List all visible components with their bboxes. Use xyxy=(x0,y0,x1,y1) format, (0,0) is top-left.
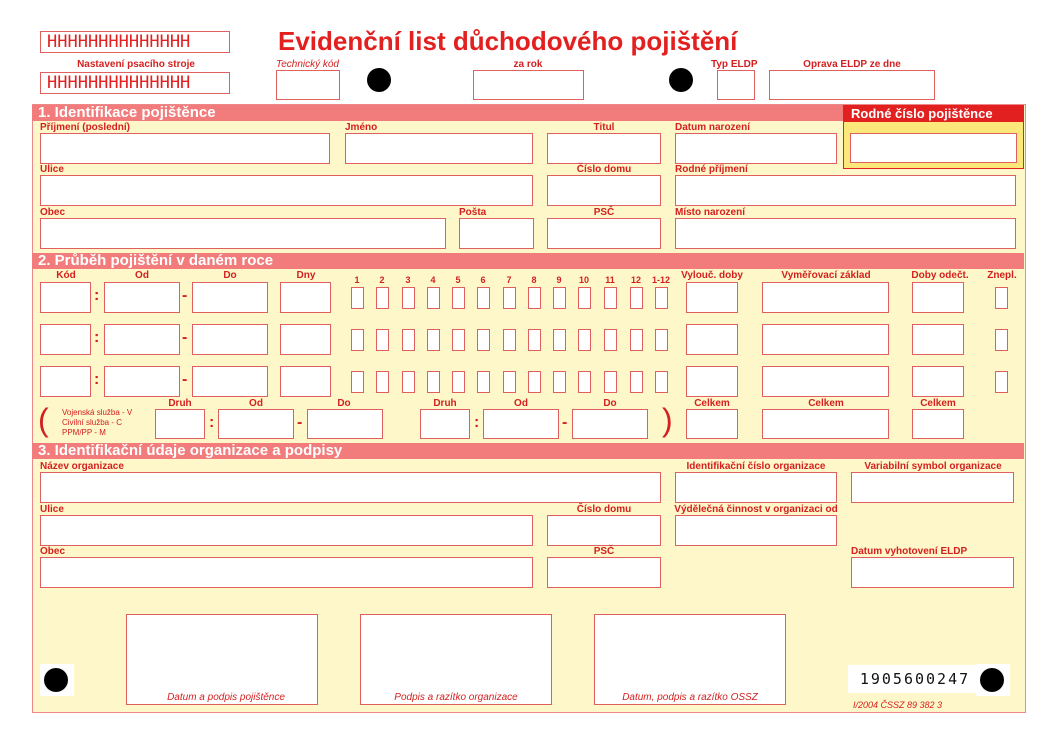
row-1-month-7-checkbox[interactable] xyxy=(503,287,516,309)
birth-date-field[interactable] xyxy=(675,133,837,164)
date-eldp-field[interactable] xyxy=(851,557,1014,588)
row-1-month-2-checkbox[interactable] xyxy=(376,287,389,309)
birth-surname-field[interactable] xyxy=(675,175,1016,206)
base-label: Vyměřovací základ xyxy=(781,270,871,281)
surname-field[interactable] xyxy=(40,133,330,164)
row-3-deducted-field[interactable] xyxy=(912,366,964,397)
row-3-month-3-checkbox[interactable] xyxy=(402,371,415,393)
org-street-label: Ulice xyxy=(40,504,64,515)
row-2-month-2-checkbox[interactable] xyxy=(376,329,389,351)
birth-place-label: Místo narození xyxy=(675,207,746,218)
zip-label: PSČ xyxy=(593,207,615,218)
colon-sep: : xyxy=(94,287,100,304)
month-label-10: 10 xyxy=(578,275,590,285)
org-city-field[interactable] xyxy=(40,557,533,588)
paren-left: ( xyxy=(38,402,49,438)
var-symbol-label: Variabilní symbol organizace xyxy=(864,461,1002,472)
month-label-2: 2 xyxy=(379,275,385,285)
street-field[interactable] xyxy=(40,175,533,206)
total-label: Celkem xyxy=(694,398,730,409)
org-name-field[interactable] xyxy=(40,472,661,503)
typewriter-strip-top: HHHHHHHHHHHHHH xyxy=(40,31,230,53)
technical-code-field[interactable] xyxy=(276,70,340,100)
org-house-no-label: Číslo domu xyxy=(576,504,632,515)
military-from-field[interactable] xyxy=(218,409,294,439)
row-3-month-6-checkbox[interactable] xyxy=(477,371,490,393)
year-field[interactable] xyxy=(473,70,584,100)
form-code: I/2004 ČSSZ 89 382 3 xyxy=(853,700,943,710)
registration-dot-icon xyxy=(669,68,693,92)
row-1-to-field[interactable] xyxy=(192,282,268,313)
days-label: Dny xyxy=(296,270,316,281)
from-label: Od xyxy=(249,398,263,409)
typewriter-strip-bottom: HHHHHHHHHHHHHH xyxy=(40,72,230,94)
to-label: Do xyxy=(337,398,351,409)
military-to-field[interactable] xyxy=(307,409,383,439)
month-label-5: 5 xyxy=(455,275,461,285)
month-label-1: 1 xyxy=(354,275,360,285)
month-label-4: 4 xyxy=(430,275,436,285)
dash-sep: - xyxy=(297,414,303,431)
kind-label: Druh xyxy=(168,398,192,409)
signature-ossz-label: Datum, podpis a razítko OSSZ xyxy=(622,692,758,703)
row-3-month-4-checkbox[interactable] xyxy=(427,371,440,393)
section1-header: 1. Identifikace pojištěnce xyxy=(32,105,1024,121)
zip-field[interactable] xyxy=(547,218,661,249)
total-label: Celkem xyxy=(920,398,956,409)
dash-sep: - xyxy=(182,329,188,346)
year-label: za rok xyxy=(513,59,543,70)
org-zip-field[interactable] xyxy=(547,557,661,588)
row-2-excluded-field[interactable] xyxy=(686,324,738,355)
month-label-3: 3 xyxy=(405,275,411,285)
military-to-field-2[interactable] xyxy=(572,409,648,439)
org-street-field[interactable] xyxy=(40,515,533,546)
kind-label: Druh xyxy=(433,398,457,409)
dash-sep: - xyxy=(182,287,188,304)
month-label-6: 6 xyxy=(480,275,486,285)
military-kind-field[interactable] xyxy=(155,409,205,439)
org-city-label: Obec xyxy=(40,546,66,557)
row-3-from-field[interactable] xyxy=(104,366,180,397)
colon-sep: : xyxy=(209,414,215,431)
row-3-month-10-checkbox[interactable] xyxy=(578,371,591,393)
row-2-month-12-checkbox[interactable] xyxy=(630,329,643,351)
row-2-deducted-field[interactable] xyxy=(912,324,964,355)
row-1-month-10-checkbox[interactable] xyxy=(578,287,591,309)
org-house-no-field[interactable] xyxy=(547,515,661,546)
section3-header: 3. Identifikační údaje organizace a podpisy xyxy=(32,443,1024,459)
row-2-month-13-checkbox[interactable] xyxy=(655,329,668,351)
from-label: Od xyxy=(514,398,528,409)
month-label-7: 7 xyxy=(506,275,512,285)
row-3-to-field[interactable] xyxy=(192,366,268,397)
dash-sep: - xyxy=(182,371,188,388)
post-field[interactable] xyxy=(459,218,534,249)
registration-dot-icon xyxy=(980,668,1004,692)
org-zip-label: PSČ xyxy=(593,546,615,557)
signature-org-label: Podpis a razítko organizace xyxy=(394,692,518,703)
barcode-number: 1905600247 xyxy=(848,665,982,693)
paren-right: ) xyxy=(662,402,673,438)
row-1-month-9-checkbox[interactable] xyxy=(553,287,566,309)
row-1-excluded-field[interactable] xyxy=(686,282,738,313)
month-label-13: 1-12 xyxy=(651,275,671,285)
birth-date-label: Datum narození xyxy=(675,122,751,133)
row-3-month-11-checkbox[interactable] xyxy=(604,371,617,393)
row-1-days-field[interactable] xyxy=(280,282,331,313)
row-2-month-5-checkbox[interactable] xyxy=(452,329,465,351)
row-2-month-8-checkbox[interactable] xyxy=(528,329,541,351)
birth-surname-label: Rodné příjmení xyxy=(675,164,748,175)
form-title: Evidenční list důchodového pojištění xyxy=(278,26,738,56)
row-3-month-7-checkbox[interactable] xyxy=(503,371,516,393)
surname-label: Příjmení (poslední) xyxy=(40,122,131,133)
row-1-month-3-checkbox[interactable] xyxy=(402,287,415,309)
row-2-days-field[interactable] xyxy=(280,324,331,355)
row-3-disabled-checkbox[interactable] xyxy=(995,371,1008,393)
row-3-month-1-checkbox[interactable] xyxy=(351,371,364,393)
row-1-month-13-checkbox[interactable] xyxy=(655,287,668,309)
military-line-2: Civilní služba - C xyxy=(62,418,123,427)
row-1-from-field[interactable] xyxy=(104,282,180,313)
from-label: Od xyxy=(135,270,149,281)
degree-label: Titul xyxy=(593,122,615,133)
dash-sep: - xyxy=(562,414,568,431)
to-label: Do xyxy=(223,270,237,281)
total-label: Celkem xyxy=(808,398,844,409)
row-3-month-2-checkbox[interactable] xyxy=(376,371,389,393)
row-1-disabled-checkbox[interactable] xyxy=(995,287,1008,309)
row-1-month-4-checkbox[interactable] xyxy=(427,287,440,309)
row-3-month-12-checkbox[interactable] xyxy=(630,371,643,393)
military-line-3: PPM/PP - M xyxy=(62,428,106,437)
row-2-month-10-checkbox[interactable] xyxy=(578,329,591,351)
row-1-month-8-checkbox[interactable] xyxy=(528,287,541,309)
excluded-label: Vylouč. doby xyxy=(681,270,743,281)
month-label-11: 11 xyxy=(605,275,615,285)
row-1-base-field[interactable] xyxy=(762,282,889,313)
row-3-days-field[interactable] xyxy=(280,366,331,397)
month-label-9: 9 xyxy=(556,275,562,285)
post-label: Pošta xyxy=(459,207,487,218)
row-2-code-field[interactable] xyxy=(40,324,91,355)
registration-dot-icon xyxy=(367,68,391,92)
row-2-disabled-checkbox[interactable] xyxy=(995,329,1008,351)
military-kind-field-2[interactable] xyxy=(420,409,470,439)
row-3-month-13-checkbox[interactable] xyxy=(655,371,668,393)
row-1-month-11-checkbox[interactable] xyxy=(604,287,617,309)
row-3-month-8-checkbox[interactable] xyxy=(528,371,541,393)
signature-insured-label: Datum a podpis pojištěnce xyxy=(167,692,285,703)
row-1-code-field[interactable] xyxy=(40,282,91,313)
disabled-label: Znepl. xyxy=(987,270,1017,281)
technical-code-label: Technický kód xyxy=(276,59,339,70)
typewriter-label: Nastavení psacího stroje xyxy=(77,59,195,70)
degree-field[interactable] xyxy=(547,133,661,164)
row-3-month-5-checkbox[interactable] xyxy=(452,371,465,393)
row-2-from-field[interactable] xyxy=(104,324,180,355)
name-field[interactable] xyxy=(345,133,533,164)
activity-field[interactable] xyxy=(675,515,837,546)
type-eldp-label: Typ ELDP xyxy=(711,59,758,70)
colon-sep: : xyxy=(474,414,480,431)
row-2-month-6-checkbox[interactable] xyxy=(477,329,490,351)
activity-label: Výdělečná činnost v organizaci od xyxy=(674,504,838,515)
total-excluded-field[interactable] xyxy=(686,409,738,439)
row-2-base-field[interactable] xyxy=(762,324,889,355)
total-deducted-field[interactable] xyxy=(912,409,964,439)
row-1-month-1-checkbox[interactable] xyxy=(351,287,364,309)
row-2-month-1-checkbox[interactable] xyxy=(351,329,364,351)
section2-header: 2. Průběh pojištění v daném roce xyxy=(32,253,1024,269)
registration-dot-icon xyxy=(44,668,68,692)
house-no-field[interactable] xyxy=(547,175,661,206)
org-id-field[interactable] xyxy=(675,472,837,503)
row-3-month-9-checkbox[interactable] xyxy=(553,371,566,393)
row-3-code-field[interactable] xyxy=(40,366,91,397)
month-label-8: 8 xyxy=(531,275,537,285)
deducted-label: Doby odečt. xyxy=(911,270,969,281)
to-label: Do xyxy=(603,398,617,409)
birth-number-label: Rodné číslo pojištěnce xyxy=(843,105,1024,122)
row-2-month-3-checkbox[interactable] xyxy=(402,329,415,351)
name-label: Jméno xyxy=(345,122,378,133)
city-field[interactable] xyxy=(40,218,446,249)
code-label: Kód xyxy=(56,270,76,281)
colon-sep: : xyxy=(94,371,100,388)
correction-label: Oprava ELDP ze dne xyxy=(803,59,901,70)
city-label: Obec xyxy=(40,207,66,218)
row-3-base-field[interactable] xyxy=(762,366,889,397)
street-label: Ulice xyxy=(40,164,64,175)
org-name-label: Název organizace xyxy=(40,461,124,472)
row-3-excluded-field[interactable] xyxy=(686,366,738,397)
type-eldp-field[interactable] xyxy=(717,70,755,100)
date-eldp-label: Datum vyhotovení ELDP xyxy=(851,546,968,557)
month-label-12: 12 xyxy=(630,275,642,285)
row-1-month-12-checkbox[interactable] xyxy=(630,287,643,309)
house-no-label: Číslo domu xyxy=(576,164,632,175)
row-1-month-5-checkbox[interactable] xyxy=(452,287,465,309)
military-line-1: Vojenská služba - V xyxy=(62,408,133,417)
birth-place-field[interactable] xyxy=(675,218,1016,249)
row-1-deducted-field[interactable] xyxy=(912,282,964,313)
birth-number-field[interactable] xyxy=(850,133,1017,163)
total-base-field[interactable] xyxy=(762,409,889,439)
row-2-month-9-checkbox[interactable] xyxy=(553,329,566,351)
row-2-month-7-checkbox[interactable] xyxy=(503,329,516,351)
row-2-month-4-checkbox[interactable] xyxy=(427,329,440,351)
row-2-month-11-checkbox[interactable] xyxy=(604,329,617,351)
var-symbol-field[interactable] xyxy=(851,472,1014,503)
row-1-month-6-checkbox[interactable] xyxy=(477,287,490,309)
org-id-label: Identifikační číslo organizace xyxy=(686,461,826,472)
row-2-to-field[interactable] xyxy=(192,324,268,355)
colon-sep: : xyxy=(94,329,100,346)
correction-date-field[interactable] xyxy=(769,70,935,100)
military-from-field-2[interactable] xyxy=(483,409,559,439)
